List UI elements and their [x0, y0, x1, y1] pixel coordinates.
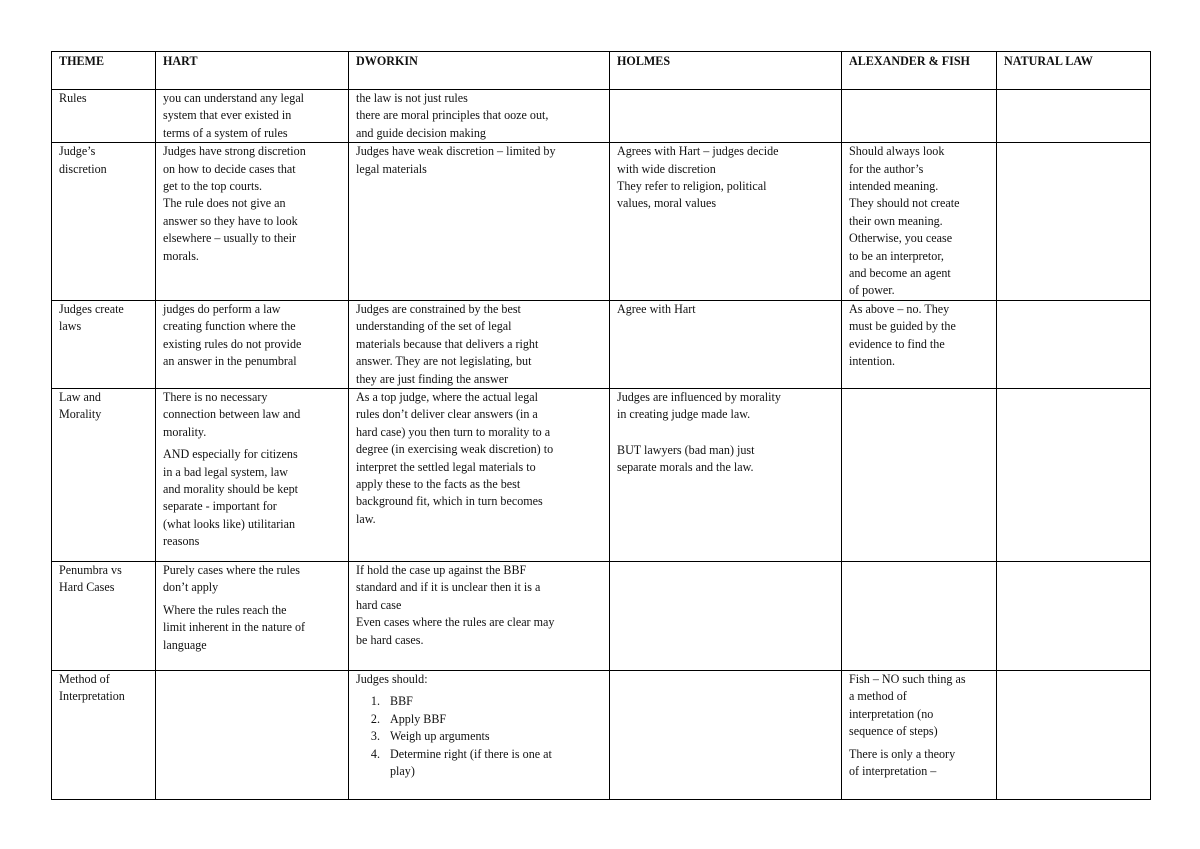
cell-line: Method of — [59, 671, 110, 686]
cell-line: apply these to the facts as the best — [356, 476, 521, 491]
cell-line: Judges have strong discretion — [163, 144, 306, 159]
cell-line: connection between law and — [163, 407, 301, 422]
cell-line: and become an agent — [849, 266, 951, 281]
cell-line: 3. Weigh up arguments — [390, 729, 490, 744]
list-item — [383, 728, 603, 745]
cell-alexander-fish — [842, 300, 997, 388]
cell-line: Hard Cases — [59, 580, 115, 595]
cell-line: 1. BBF — [390, 694, 413, 709]
cell-line: There is only a theory — [849, 746, 956, 761]
cell-line: judges do perform a law — [163, 301, 281, 316]
cell-line: on how to decide cases that — [163, 161, 296, 176]
comparison-table — [51, 51, 1151, 800]
list-item — [383, 711, 603, 728]
cell-alexander-fish — [842, 388, 997, 561]
cell-line: Judges are influenced by morality — [617, 389, 781, 404]
cell-line: limit inherent in the nature of — [163, 620, 306, 635]
cell-line: Agrees with Hart – judges decide — [617, 144, 779, 159]
cell-line: Agree with Hart — [617, 301, 696, 316]
cell-line: law. — [356, 511, 376, 526]
table-row — [52, 670, 1151, 799]
cell-line: Judges should: — [356, 671, 428, 686]
cell-line: If hold the case up against the BBF — [356, 562, 527, 577]
cell-line: elsewhere – usually to their — [163, 231, 296, 246]
cell-line: a method of — [849, 689, 907, 704]
cell-line: understanding of the set of legal — [356, 319, 512, 334]
cell-line: values, moral values — [617, 196, 717, 211]
cell-line: laws — [59, 319, 82, 334]
cell-line: for the author’s — [849, 161, 924, 176]
cell-line: 4. Determine right (if there is one at — [390, 746, 552, 761]
cell-line: intention. — [849, 354, 896, 369]
cell-line: materials because that delivers a right — [356, 336, 539, 351]
header-alexander-fish: ALEXANDER & FISH — [842, 52, 997, 90]
cell-natural-law — [997, 561, 1151, 670]
cell-line: their own meaning. — [849, 213, 943, 228]
cell-line: get to the top courts. — [163, 179, 263, 194]
cell-line: don’t apply — [163, 580, 219, 595]
header-holmes: HOLMES — [610, 52, 842, 90]
cell-line: intended meaning. — [849, 179, 939, 194]
cell-line: with wide discretion — [617, 161, 716, 176]
cell-line: an answer in the penumbral — [163, 354, 297, 369]
cell-line: language — [163, 637, 207, 652]
cell-alexander-fish — [842, 561, 997, 670]
cell-line: background fit, which in turn becomes — [356, 494, 543, 509]
cell-hart — [156, 561, 349, 670]
cell-dworkin — [349, 300, 610, 388]
cell-line: They should not create — [849, 196, 960, 211]
cell-line: Even cases where the rules are clear may — [356, 615, 555, 630]
list-item — [383, 746, 603, 781]
cell-line: Purely cases where the rules — [163, 562, 301, 577]
cell-line: Judges are constrained by the best — [356, 301, 521, 316]
cell-line: As above – no. They — [849, 301, 950, 316]
cell-line: legal materials — [356, 161, 427, 176]
cell-natural-law — [997, 143, 1151, 301]
cell-line: answer. They are not legislating, but — [356, 354, 532, 369]
cell-natural-law — [997, 300, 1151, 388]
cell-line: play) — [390, 763, 415, 778]
cell-line: 2. Apply BBF — [390, 711, 447, 726]
cell-line: be hard cases. — [356, 632, 424, 647]
cell-line: Interpretation — [59, 689, 125, 704]
table-row — [52, 388, 1151, 561]
paragraph-gap — [617, 424, 835, 442]
cell-holmes — [610, 300, 842, 388]
cell-line: The rule does not give an — [163, 196, 286, 211]
cell-theme — [52, 388, 156, 561]
cell-line: to be an interpretor, — [849, 248, 944, 263]
cell-line: Morality — [59, 407, 102, 422]
cell-line: terms of a system of rules — [163, 125, 288, 140]
cell-dworkin — [349, 561, 610, 670]
cell-hart — [156, 90, 349, 143]
table-row — [52, 561, 1151, 670]
cell-line: creating function where the — [163, 319, 296, 334]
cell-line: AND especially for citizens — [163, 447, 298, 462]
cell-line: Penumbra vs — [59, 562, 122, 577]
cell-line: They refer to religion, political — [617, 179, 767, 194]
cell-holmes — [610, 90, 842, 143]
cell-line: Where the rules reach the — [163, 602, 287, 617]
cell-hart — [156, 300, 349, 388]
header-hart: HART — [156, 52, 349, 90]
cell-line: Rules — [59, 91, 87, 105]
cell-line: evidence to find the — [849, 336, 945, 351]
steps-list — [356, 693, 603, 780]
cell-line: morals. — [163, 248, 199, 263]
cell-line: Judge’s — [59, 144, 96, 159]
cell-line: There is no necessary — [163, 389, 268, 404]
cell-line: separate - important for — [163, 499, 277, 514]
cell-theme — [52, 561, 156, 670]
cell-line: Should always look — [849, 144, 945, 159]
table-row — [52, 143, 1151, 301]
cell-theme — [52, 300, 156, 388]
cell-line: interpret the settled legal materials to — [356, 459, 536, 474]
cell-alexander-fish — [842, 670, 997, 799]
cell-theme — [52, 670, 156, 799]
cell-line: of power. — [849, 283, 895, 298]
cell-dworkin — [349, 670, 610, 799]
cell-holmes — [610, 143, 842, 301]
cell-line: of interpretation – — [849, 763, 937, 778]
header-row — [52, 52, 1151, 90]
cell-line: Law and — [59, 389, 101, 404]
cell-line: rules don’t deliver clear answers (in a — [356, 407, 538, 422]
cell-line: must be guided by the — [849, 319, 956, 334]
cell-line: discretion — [59, 161, 107, 176]
cell-alexander-fish — [842, 143, 997, 301]
header-theme: THEME — [52, 52, 156, 90]
header-dworkin: DWORKIN — [349, 52, 610, 90]
cell-line: sequence of steps) — [849, 724, 938, 739]
cell-line: interpretation (no — [849, 706, 934, 721]
cell-line: and morality should be kept — [163, 481, 299, 496]
cell-dworkin — [349, 143, 610, 301]
cell-hart — [156, 670, 349, 799]
cell-theme — [52, 90, 156, 143]
cell-line: reasons — [163, 534, 200, 549]
cell-natural-law — [997, 388, 1151, 561]
cell-line: you can understand any legal — [163, 91, 305, 105]
cell-line: hard case — [356, 597, 402, 612]
cell-line: answer so they have to look — [163, 213, 298, 228]
cell-hart — [156, 388, 349, 561]
cell-line: Judges have weak discretion – limited by — [356, 144, 556, 159]
cell-line: BUT lawyers (bad man) just — [617, 442, 755, 457]
cell-theme — [52, 143, 156, 301]
cell-line: (what looks like) utilitarian — [163, 516, 295, 531]
cell-dworkin — [349, 90, 610, 143]
cell-line: there are moral principles that ooze out, — [356, 108, 549, 123]
cell-holmes — [610, 561, 842, 670]
list-item — [383, 693, 603, 710]
cell-holmes — [610, 388, 842, 561]
cell-natural-law — [997, 670, 1151, 799]
cell-line: in a bad legal system, law — [163, 464, 288, 479]
cell-hart — [156, 143, 349, 301]
cell-line: and guide decision making — [356, 125, 486, 140]
table-row — [52, 90, 1151, 143]
cell-line: system that ever existed in — [163, 108, 292, 123]
cell-line: As a top judge, where the actual legal — [356, 389, 539, 404]
cell-holmes — [610, 670, 842, 799]
cell-line: hard case) you then turn to morality to a — [356, 424, 551, 439]
cell-dworkin — [349, 388, 610, 561]
cell-line: the law is not just rules — [356, 91, 468, 105]
cell-line: Otherwise, you cease — [849, 231, 953, 246]
header-natural-law: NATURAL LAW — [997, 52, 1151, 90]
cell-line: they are just finding the answer — [356, 371, 509, 386]
cell-alexander-fish — [842, 90, 997, 143]
cell-line: in creating judge made law. — [617, 407, 751, 422]
cell-line: separate morals and the law. — [617, 460, 754, 475]
cell-line: Fish – NO such thing as — [849, 671, 966, 686]
cell-line: morality. — [163, 424, 207, 439]
cell-line: Judges create — [59, 301, 124, 316]
cell-natural-law — [997, 90, 1151, 143]
cell-line: existing rules do not provide — [163, 336, 302, 351]
table-row — [52, 300, 1151, 388]
cell-line: degree (in exercising weak discretion) to — [356, 442, 554, 457]
cell-line: standard and if it is unclear then it is a — [356, 580, 541, 595]
